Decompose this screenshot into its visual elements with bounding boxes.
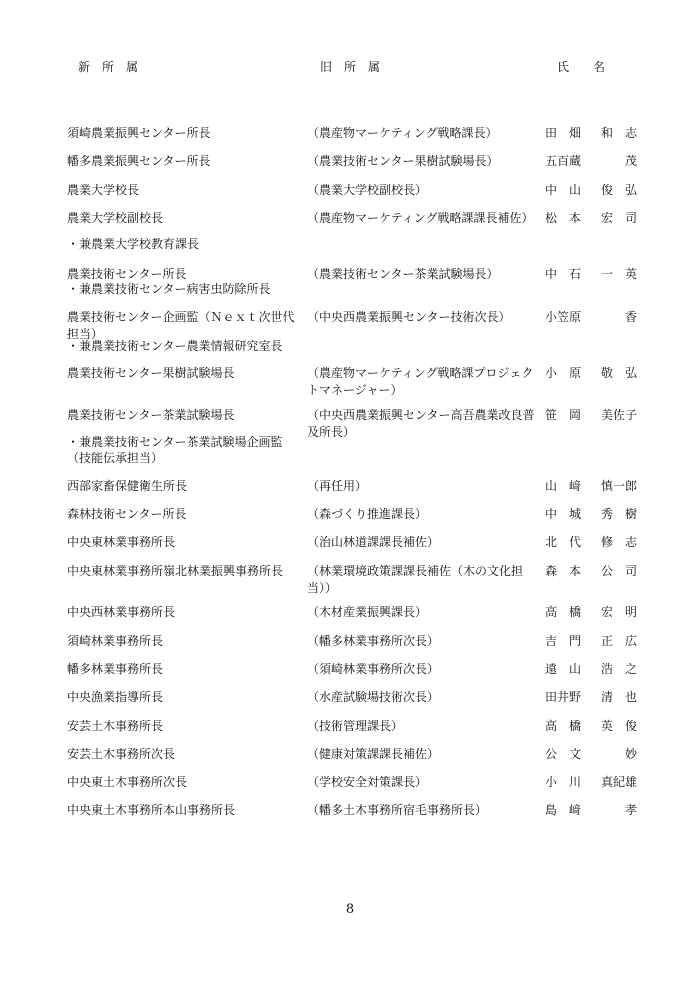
person-name: 島 﨑 孝 [545, 803, 637, 817]
table-row [0, 363, 700, 397]
old-post: （水産試験場技術次長） [307, 690, 440, 704]
table-row [0, 264, 700, 296]
concurrent-post: ・兼農業大学校教育課長 [67, 237, 200, 251]
new-post: 農業大学校副校長 [67, 211, 164, 225]
new-post: 中央東土木事務所次長 [67, 775, 188, 789]
table-row [0, 532, 700, 552]
old-post: （木材産業振興課長） [307, 605, 428, 619]
table-row [0, 716, 700, 736]
old-post: （森づくり推進課長） [307, 507, 428, 521]
table-row [0, 659, 700, 679]
person-name: 小 川 真紀雄 [545, 775, 637, 789]
table-row [0, 405, 700, 465]
table-row [0, 744, 700, 764]
table-row [0, 307, 700, 353]
old-post: （農産物マーケティング戦略課長） [307, 126, 498, 140]
old-post: （農業技術センター茶業試験場長） [307, 267, 499, 281]
table-row [0, 151, 700, 171]
old-post: （農業大学校副校長） [307, 183, 428, 197]
old-post: （林業環境政策課課長補佐（木の文化担当）） [307, 564, 524, 595]
new-post: 農業技術センター果樹試験場長 [67, 366, 235, 380]
old-post: （農業技術センター果樹試験場長） [307, 154, 499, 168]
new-post: 西部家畜保健衛生所長 [67, 479, 188, 493]
new-post: 森林技術センター所長 [67, 507, 187, 521]
new-post: 中央東林業事務所嶺北林業振興事務所長 [67, 564, 284, 578]
person-name: 松 本 宏 司 [545, 211, 637, 225]
table-row [0, 123, 700, 143]
new-post: 農業大学校長 [67, 183, 140, 197]
new-post: 幡多農業振興センター所長 [67, 154, 211, 168]
old-post: （中央西農業振興センター技術次長） [307, 310, 511, 324]
header-old-post: 旧 所 属 [320, 60, 381, 74]
table-row [0, 208, 700, 251]
person-name: 公 文 妙 [545, 747, 637, 761]
new-post: 須崎農業振興センター所長 [67, 126, 211, 140]
person-name: 中 石 一 英 [545, 267, 637, 281]
person-name: 森 本 公 司 [545, 564, 637, 578]
new-post: 農業技術センター所長 [67, 267, 187, 281]
header-new-post: 新 所 属 [78, 60, 139, 74]
table-row [0, 772, 700, 792]
table-row [0, 504, 700, 524]
concurrent-post: ・兼農業技術センター茶業試験場企画監 [67, 435, 283, 449]
person-name: 高 橋 英 俊 [545, 719, 637, 733]
old-post: （農産物マーケティング戦略課プロジェクトマネージャー） [307, 366, 534, 397]
new-post: 中央東林業事務所長 [67, 535, 176, 549]
person-name: 五百蔵 茂 [545, 154, 637, 168]
header-name: 氏 名 [557, 60, 606, 74]
table-row [0, 561, 700, 595]
old-post: （幡多土木事務所宿毛事務所長） [307, 803, 488, 817]
concurrent-post-detail: （技能伝承担当） [67, 451, 164, 465]
person-name: 笹 岡 美佐子 [545, 408, 637, 422]
person-name: 高 橋 宏 明 [545, 605, 637, 619]
table-row [0, 180, 700, 200]
person-name: 小笠原 香 [545, 310, 637, 324]
old-post: （中央西農業振興センター高吾農業改良普及所長） [307, 408, 535, 439]
old-post: （学校安全対策課長） [307, 775, 428, 789]
concurrent-post: ・兼農業技術センター農業情報研究室長 [67, 339, 283, 353]
old-post: （健康対策課課長補佐） [307, 747, 440, 761]
person-name: 中 城 秀 樹 [545, 507, 637, 521]
old-post: （須崎林業事務所次長） [307, 662, 440, 676]
person-name: 吉 門 正 広 [545, 634, 637, 648]
old-post: （治山林道課課長補佐） [307, 535, 440, 549]
new-post: 安芸土木事務所長 [67, 719, 164, 733]
new-post: 幡多林業事務所長 [67, 662, 164, 676]
old-post: （再任用） [307, 479, 368, 493]
person-name: 田井野 清 也 [545, 690, 637, 704]
new-post: 安芸土木事務所次長 [67, 747, 176, 761]
new-post: 中央漁業指導所長 [67, 690, 164, 704]
new-post: 農業技術センター茶業試験場長 [67, 408, 235, 422]
new-post: 農業技術センター企画監（Ｎｅｘｔ次世代担当） [67, 310, 295, 341]
person-name: 北 代 修 志 [545, 535, 637, 549]
table-row [0, 602, 700, 622]
old-post: （幡多林業事務所次長） [307, 634, 440, 648]
new-post: 中央東土木事務所本山事務所長 [67, 803, 236, 817]
new-post: 中央西林業事務所長 [67, 605, 176, 619]
person-name: 遠 山 浩 之 [545, 662, 637, 676]
table-row [0, 800, 700, 820]
person-name: 山 﨑 慎一郎 [545, 479, 637, 493]
old-post: （農産物マーケティング戦略課課長補佐） [307, 211, 534, 225]
new-post: 須崎林業事務所長 [67, 634, 164, 648]
table-row [0, 631, 700, 651]
page-number: 8 [345, 902, 355, 917]
table-row [0, 687, 700, 707]
person-name: 田 畑 和 志 [545, 126, 637, 140]
person-name: 中 山 俊 弘 [545, 183, 637, 197]
person-name: 小 原 敬 弘 [545, 366, 637, 380]
table-row [0, 476, 700, 496]
old-post: （技術管理課長） [307, 719, 404, 733]
concurrent-post: ・兼農業技術センター病害虫防除所長 [67, 282, 271, 296]
